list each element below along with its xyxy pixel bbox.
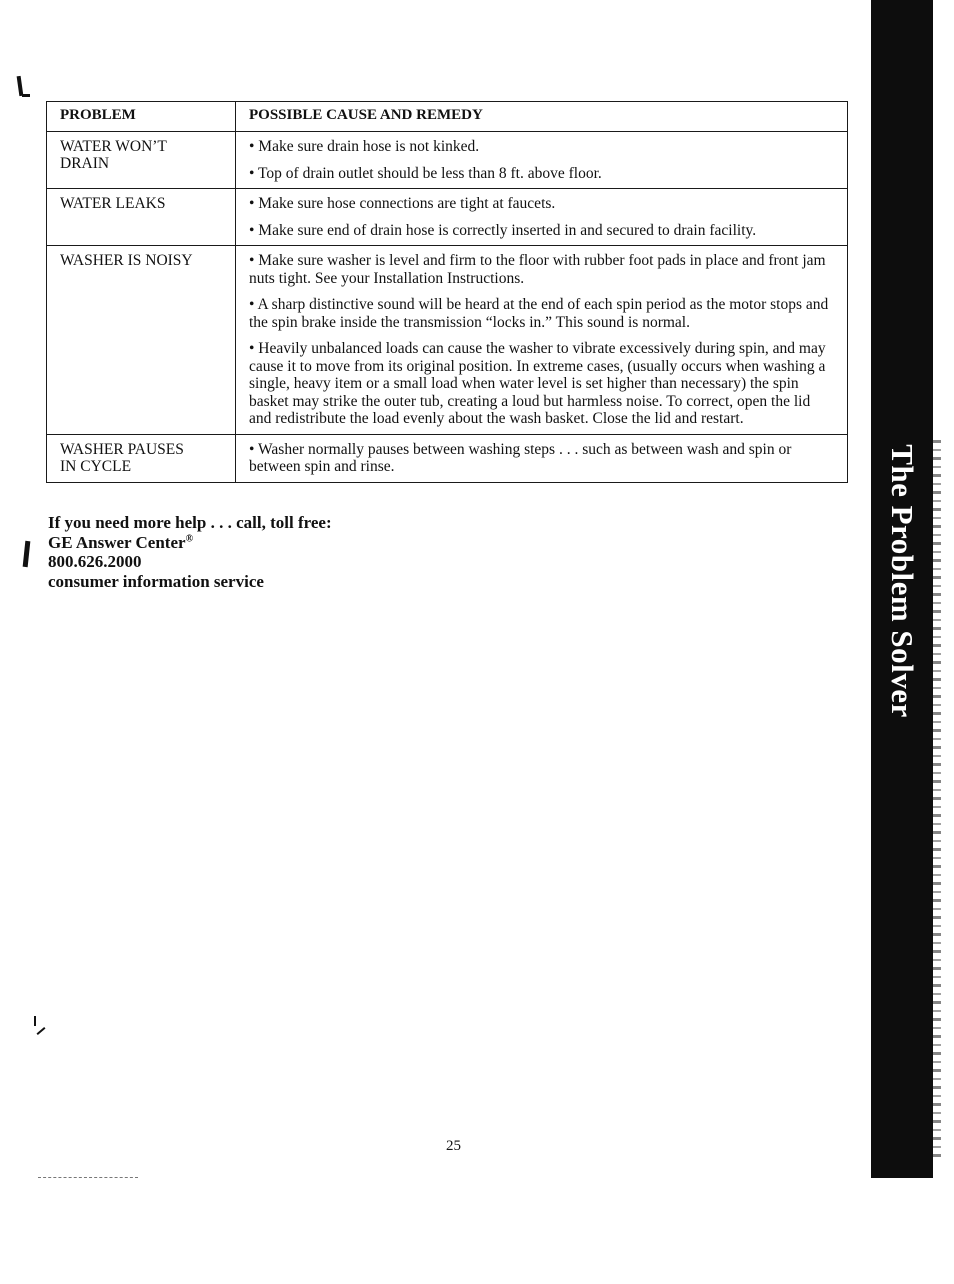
edge-scan-noise <box>933 440 941 1160</box>
table-row <box>47 434 848 482</box>
scan-mark <box>22 94 30 97</box>
remedy-cell <box>236 246 848 435</box>
table-row <box>47 132 848 189</box>
remedy-item: • A sharp distinctive sound will be heard at the end of each spin period as the motor stops and the spin brake inside the transmission “locks in.” This sound is normal. <box>249 296 829 331</box>
scan-mark <box>37 1027 46 1035</box>
phone-number: 800.626.2000 <box>48 552 142 571</box>
remedy-cell <box>236 189 848 246</box>
problem-cell: WASHER PAUSES IN CYCLE <box>47 434 236 482</box>
problem-cell: WASHER IS NOISY <box>47 246 236 435</box>
answer-center-line <box>48 533 332 553</box>
header-problem: PROBLEM <box>47 102 236 132</box>
remedy-cell <box>236 434 848 482</box>
remedy-item: • Top of drain outlet should be less than 8 ft. above floor. <box>249 164 602 182</box>
table-header-row <box>47 102 848 132</box>
remedy-item: • Heavily unbalanced loads can cause the washer to vibrate excessively during spin, and may cause it to move from its original position. In extreme cases, (usually occurs when washing a single, heavy item or a small load when water level is set higher than necessary) the spin basket may strike the outer tub, creating a loud but harmless noise. To correct, open the lid and redistribute the load evenly about the wash basket. Close the lid and restart. <box>249 340 826 427</box>
remedy-item: • Make sure washer is level and firm to the floor with rubber foot pads in place and front jam nuts tight. See your Installation Instructions. <box>249 252 826 287</box>
side-tab-label: The Problem Solver <box>885 444 920 718</box>
help-intro: If you need more help . . . call, toll free: <box>48 513 332 532</box>
remedy-item: • Make sure hose connections are tight at faucets. <box>249 195 556 212</box>
problem-solver-table <box>46 101 848 483</box>
scan-mark <box>34 1016 36 1026</box>
header-remedy: POSSIBLE CAUSE AND REMEDY <box>236 102 848 132</box>
problem-cell: WATER WON’T DRAIN <box>47 132 236 189</box>
remedy-item: • Make sure end of drain hose is correctly inserted in and secured to drain facility. <box>249 221 757 239</box>
page-number: 25 <box>446 1138 461 1154</box>
registered-mark: ® <box>185 532 194 544</box>
problem-cell: WATER LEAKS <box>47 189 236 246</box>
remedy-cell <box>236 132 848 189</box>
table-row <box>47 189 848 246</box>
service-description: consumer information service <box>48 571 264 591</box>
scan-mark <box>23 541 31 567</box>
answer-center-name: GE Answer Center <box>48 532 186 552</box>
footer-scan-line <box>38 1177 138 1178</box>
remedy-item: • Make sure drain hose is not kinked. <box>249 138 480 155</box>
help-contact-block <box>48 513 332 591</box>
remedy-item: • Washer normally pauses between washing steps . . . such as between wash and spin or between spin and rinse. <box>249 440 792 475</box>
table-row <box>47 246 848 435</box>
